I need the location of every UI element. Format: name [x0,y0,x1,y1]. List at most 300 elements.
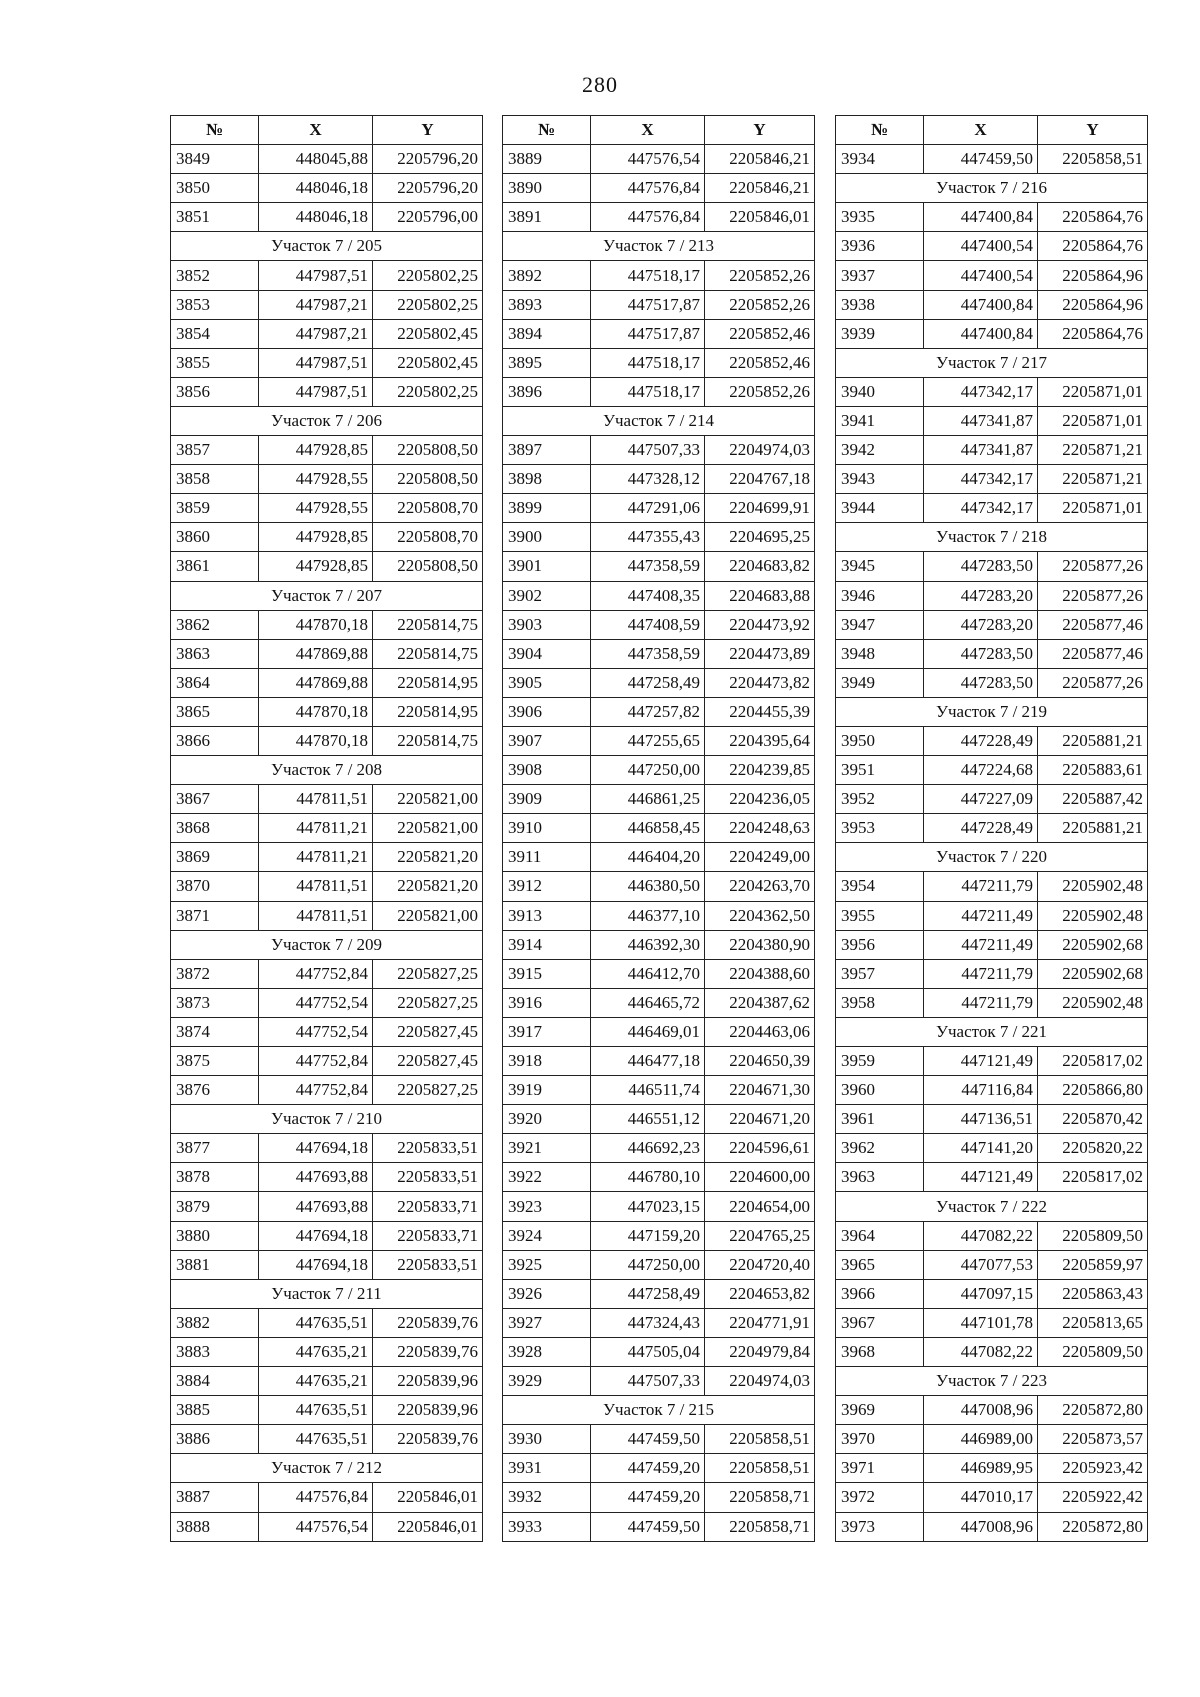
point-number: 3947 [836,610,924,639]
x-coordinate: 447258,49 [591,668,705,697]
x-coordinate: 447082,22 [924,1337,1038,1366]
point-number: 3905 [503,668,591,697]
y-coordinate: 2205839,76 [373,1308,483,1337]
y-coordinate: 2205808,70 [373,494,483,523]
y-coordinate: 2205827,25 [373,1076,483,1105]
y-coordinate: 2205852,26 [705,261,815,290]
x-coordinate: 447752,54 [259,1017,373,1046]
y-coordinate: 2204695,25 [705,523,815,552]
x-coordinate: 447328,12 [591,465,705,494]
y-coordinate: 2205871,01 [1038,406,1148,435]
y-coordinate: 2205866,80 [1038,1076,1148,1105]
x-coordinate: 447459,50 [591,1512,705,1541]
table-row [503,174,815,203]
table-row [171,1163,483,1192]
x-coordinate: 447211,49 [924,930,1038,959]
point-number: 3886 [171,1425,259,1454]
point-number: 3968 [836,1337,924,1366]
y-coordinate: 2205864,76 [1038,203,1148,232]
y-coordinate: 2205858,51 [1038,145,1148,174]
y-coordinate: 2205864,76 [1038,232,1148,261]
point-number: 3914 [503,930,591,959]
x-coordinate: 447635,21 [259,1367,373,1396]
table-row [171,1512,483,1541]
table-row [171,697,483,726]
table-row [836,581,1148,610]
header-number: № [836,116,924,145]
y-coordinate: 2204654,00 [705,1192,815,1221]
y-coordinate: 2205846,21 [705,145,815,174]
point-number: 3869 [171,843,259,872]
point-number: 3881 [171,1250,259,1279]
table-row [836,1163,1148,1192]
x-coordinate: 447752,84 [259,1076,373,1105]
point-number: 3941 [836,406,924,435]
point-number: 3955 [836,901,924,930]
y-coordinate: 2205809,50 [1038,1221,1148,1250]
y-coordinate: 2204767,18 [705,465,815,494]
x-coordinate: 447987,51 [259,348,373,377]
table-row [503,203,815,232]
table-row [503,1105,815,1134]
x-coordinate: 447811,51 [259,785,373,814]
table-row [836,785,1148,814]
x-coordinate: 447987,21 [259,319,373,348]
y-coordinate: 2205839,76 [373,1337,483,1366]
x-coordinate: 447283,50 [924,639,1038,668]
y-coordinate: 2205864,96 [1038,261,1148,290]
table-row [836,1279,1148,1308]
plot-heading: Участок 7 / 214 [503,406,815,435]
point-number: 3866 [171,726,259,755]
point-number: 3932 [503,1483,591,1512]
section-row [836,697,1148,726]
y-coordinate: 2205846,21 [705,174,815,203]
point-number: 3933 [503,1512,591,1541]
table-row [503,1308,815,1337]
table-row [171,1367,483,1396]
y-coordinate: 2205814,95 [373,697,483,726]
table-row [836,319,1148,348]
y-coordinate: 2204671,30 [705,1076,815,1105]
x-coordinate: 447869,88 [259,639,373,668]
y-coordinate: 2204720,40 [705,1250,815,1279]
table-row [503,1483,815,1512]
table-row [503,581,815,610]
point-number: 3889 [503,145,591,174]
table-row [503,785,815,814]
point-number: 3910 [503,814,591,843]
x-coordinate: 447010,17 [924,1483,1038,1512]
y-coordinate: 2205808,50 [373,552,483,581]
table-row [503,494,815,523]
point-number: 3969 [836,1396,924,1425]
point-number: 3860 [171,523,259,552]
point-number: 3906 [503,697,591,726]
table-row [836,1250,1148,1279]
y-coordinate: 2205814,95 [373,668,483,697]
x-coordinate: 447507,33 [591,436,705,465]
x-coordinate: 447136,51 [924,1105,1038,1134]
table-row [503,377,815,406]
point-number: 3904 [503,639,591,668]
point-number: 3877 [171,1134,259,1163]
point-number: 3920 [503,1105,591,1134]
point-number: 3882 [171,1308,259,1337]
point-number: 3951 [836,756,924,785]
plot-heading: Участок 7 / 216 [836,174,1148,203]
y-coordinate: 2205852,26 [705,377,815,406]
y-coordinate: 2205863,43 [1038,1279,1148,1308]
plot-heading: Участок 7 / 210 [171,1105,483,1134]
x-coordinate: 447693,88 [259,1163,373,1192]
table-row [503,872,815,901]
point-number: 3912 [503,872,591,901]
y-coordinate: 2205833,71 [373,1192,483,1221]
x-coordinate: 447141,20 [924,1134,1038,1163]
table-row [171,1308,483,1337]
section-row [836,348,1148,377]
x-coordinate: 447811,51 [259,872,373,901]
y-coordinate: 2205846,01 [373,1512,483,1541]
point-number: 3852 [171,261,259,290]
plot-heading: Участок 7 / 217 [836,348,1148,377]
table-row [836,1308,1148,1337]
plot-heading: Участок 7 / 207 [171,581,483,610]
point-number: 3878 [171,1163,259,1192]
y-coordinate: 2205802,25 [373,290,483,319]
header-number: № [171,116,259,145]
x-coordinate: 447635,51 [259,1425,373,1454]
table-row [171,436,483,465]
point-number: 3939 [836,319,924,348]
point-number: 3946 [836,581,924,610]
section-row [836,1017,1148,1046]
table-row [503,1367,815,1396]
point-number: 3855 [171,348,259,377]
point-number: 3873 [171,988,259,1017]
y-coordinate: 2205902,68 [1038,959,1148,988]
y-coordinate: 2204683,88 [705,581,815,610]
x-coordinate: 447283,50 [924,668,1038,697]
y-coordinate: 2205821,00 [373,785,483,814]
table-row [836,988,1148,1017]
table-row [171,959,483,988]
x-coordinate: 447928,55 [259,465,373,494]
point-number: 3924 [503,1221,591,1250]
table-row [836,1512,1148,1541]
point-number: 3896 [503,377,591,406]
table-row [171,203,483,232]
table-row [503,1047,815,1076]
y-coordinate: 2205817,02 [1038,1163,1148,1192]
header-y: Y [373,116,483,145]
table-row [836,1337,1148,1366]
table-row [836,1454,1148,1483]
table-row [503,261,815,290]
x-coordinate: 447517,87 [591,319,705,348]
plot-heading: Участок 7 / 223 [836,1367,1148,1396]
point-number: 3953 [836,814,924,843]
table-row [836,1047,1148,1076]
y-coordinate: 2204387,62 [705,988,815,1017]
point-number: 3956 [836,930,924,959]
y-coordinate: 2204249,00 [705,843,815,872]
x-coordinate: 448045,88 [259,145,373,174]
y-coordinate: 2204683,82 [705,552,815,581]
point-number: 3872 [171,959,259,988]
table-row [171,1483,483,1512]
y-coordinate: 2205877,46 [1038,610,1148,639]
x-coordinate: 447928,85 [259,552,373,581]
point-number: 3861 [171,552,259,581]
point-number: 3901 [503,552,591,581]
y-coordinate: 2205871,21 [1038,436,1148,465]
section-row [503,232,815,261]
x-coordinate: 447505,04 [591,1337,705,1366]
x-coordinate: 447082,22 [924,1221,1038,1250]
table-row [503,988,815,1017]
table-row [503,668,815,697]
x-coordinate: 447341,87 [924,406,1038,435]
table-row [171,1134,483,1163]
y-coordinate: 2204650,39 [705,1047,815,1076]
y-coordinate: 2204263,70 [705,872,815,901]
point-number: 3895 [503,348,591,377]
point-number: 3864 [171,668,259,697]
x-coordinate: 446392,30 [591,930,705,959]
point-number: 3949 [836,668,924,697]
point-number: 3973 [836,1512,924,1541]
x-coordinate: 447459,50 [591,1425,705,1454]
y-coordinate: 2205808,50 [373,465,483,494]
x-coordinate: 447211,79 [924,959,1038,988]
table-row [836,756,1148,785]
table-row [836,1134,1148,1163]
point-number: 3913 [503,901,591,930]
y-coordinate: 2204653,82 [705,1279,815,1308]
table-row [171,901,483,930]
table-row [503,1250,815,1279]
x-coordinate: 447228,49 [924,726,1038,755]
x-coordinate: 447355,43 [591,523,705,552]
table-row [171,319,483,348]
y-coordinate: 2205821,20 [373,872,483,901]
coordinate-table-3 [835,115,1148,1542]
x-coordinate: 447811,21 [259,843,373,872]
y-coordinate: 2204596,61 [705,1134,815,1163]
plot-heading: Участок 7 / 205 [171,232,483,261]
table-row [836,203,1148,232]
point-number: 3892 [503,261,591,290]
point-number: 3894 [503,319,591,348]
table-row [503,319,815,348]
y-coordinate: 2204765,25 [705,1221,815,1250]
point-number: 3898 [503,465,591,494]
table-row [836,959,1148,988]
table-row [836,552,1148,581]
x-coordinate: 447987,51 [259,261,373,290]
x-coordinate: 446380,50 [591,872,705,901]
point-number: 3868 [171,814,259,843]
x-coordinate: 447459,20 [591,1483,705,1512]
plot-heading: Участок 7 / 213 [503,232,815,261]
table-row [171,465,483,494]
y-coordinate: 2205802,25 [373,261,483,290]
point-number: 3963 [836,1163,924,1192]
plot-heading: Участок 7 / 222 [836,1192,1148,1221]
y-coordinate: 2205833,71 [373,1221,483,1250]
section-row [503,406,815,435]
point-number: 3972 [836,1483,924,1512]
table-row [171,494,483,523]
x-coordinate: 447211,49 [924,901,1038,930]
table-row [836,290,1148,319]
x-coordinate: 447224,68 [924,756,1038,785]
table-row [503,348,815,377]
x-coordinate: 447811,51 [259,901,373,930]
table-row [836,1105,1148,1134]
point-number: 3959 [836,1047,924,1076]
point-number: 3887 [171,1483,259,1512]
y-coordinate: 2205796,20 [373,174,483,203]
y-coordinate: 2204974,03 [705,1367,815,1396]
table-row [503,1017,815,1046]
x-coordinate: 447211,79 [924,872,1038,901]
y-coordinate: 2205871,01 [1038,494,1148,523]
table-row [503,843,815,872]
y-coordinate: 2204362,50 [705,901,815,930]
y-coordinate: 2204395,64 [705,726,815,755]
y-coordinate: 2204380,90 [705,930,815,959]
y-coordinate: 2205802,25 [373,377,483,406]
x-coordinate: 447101,78 [924,1308,1038,1337]
table-row [836,901,1148,930]
y-coordinate: 2205852,26 [705,290,815,319]
section-row [836,523,1148,552]
table-row [171,1396,483,1425]
plot-heading: Участок 7 / 206 [171,406,483,435]
x-coordinate: 447693,88 [259,1192,373,1221]
point-number: 3849 [171,145,259,174]
point-number: 3911 [503,843,591,872]
section-row [171,1105,483,1134]
table-row [503,552,815,581]
x-coordinate: 447752,84 [259,1047,373,1076]
x-coordinate: 447008,96 [924,1512,1038,1541]
x-coordinate: 447342,17 [924,465,1038,494]
x-coordinate: 447870,18 [259,697,373,726]
table-row [503,436,815,465]
table-row [503,1337,815,1366]
point-number: 3867 [171,785,259,814]
table-row [836,639,1148,668]
point-number: 3870 [171,872,259,901]
point-number: 3854 [171,319,259,348]
y-coordinate: 2204699,91 [705,494,815,523]
table-row [171,1425,483,1454]
y-coordinate: 2205873,57 [1038,1425,1148,1454]
y-coordinate: 2205902,48 [1038,988,1148,1017]
y-coordinate: 2204671,20 [705,1105,815,1134]
y-coordinate: 2205808,50 [373,436,483,465]
x-coordinate: 447283,50 [924,552,1038,581]
x-coordinate: 447694,18 [259,1134,373,1163]
x-coordinate: 447694,18 [259,1250,373,1279]
table-row [503,814,815,843]
y-coordinate: 2205887,42 [1038,785,1148,814]
x-coordinate: 447694,18 [259,1221,373,1250]
y-coordinate: 2205881,21 [1038,726,1148,755]
table-row [171,843,483,872]
point-number: 3930 [503,1425,591,1454]
x-coordinate: 447870,18 [259,726,373,755]
y-coordinate: 2205858,71 [705,1512,815,1541]
x-coordinate: 447342,17 [924,494,1038,523]
y-coordinate: 2205814,75 [373,639,483,668]
x-coordinate: 447752,54 [259,988,373,1017]
point-number: 3850 [171,174,259,203]
point-number: 3971 [836,1454,924,1483]
y-coordinate: 2205872,80 [1038,1396,1148,1425]
point-number: 3899 [503,494,591,523]
table-row [171,1337,483,1366]
point-number: 3958 [836,988,924,1017]
x-coordinate: 447211,79 [924,988,1038,1017]
table-row [836,406,1148,435]
y-coordinate: 2204473,82 [705,668,815,697]
x-coordinate: 447250,00 [591,1250,705,1279]
table-row [836,1221,1148,1250]
table-row [171,261,483,290]
y-coordinate: 2205833,51 [373,1250,483,1279]
y-coordinate: 2205827,25 [373,988,483,1017]
x-coordinate: 447250,00 [591,756,705,785]
table-row [836,145,1148,174]
table-row [171,1221,483,1250]
x-coordinate: 447576,84 [259,1483,373,1512]
y-coordinate: 2205802,45 [373,319,483,348]
point-number: 3883 [171,1337,259,1366]
y-coordinate: 2204974,03 [705,436,815,465]
x-coordinate: 447121,49 [924,1047,1038,1076]
x-coordinate: 447928,55 [259,494,373,523]
table-row [503,1192,815,1221]
x-coordinate: 447283,20 [924,610,1038,639]
point-number: 3884 [171,1367,259,1396]
point-number: 3888 [171,1512,259,1541]
point-number: 3879 [171,1192,259,1221]
table-row [836,668,1148,697]
y-coordinate: 2204600,00 [705,1163,815,1192]
x-coordinate: 447342,17 [924,377,1038,406]
table-row [171,814,483,843]
table-row [836,1076,1148,1105]
table-row [171,726,483,755]
point-number: 3964 [836,1221,924,1250]
x-coordinate: 447400,54 [924,261,1038,290]
table-row [171,145,483,174]
header-x: X [924,116,1038,145]
y-coordinate: 2205859,97 [1038,1250,1148,1279]
x-coordinate: 447576,84 [591,203,705,232]
table-row [171,639,483,668]
point-number: 3863 [171,639,259,668]
y-coordinate: 2205922,42 [1038,1483,1148,1512]
point-number: 3936 [836,232,924,261]
point-number: 3966 [836,1279,924,1308]
y-coordinate: 2205808,70 [373,523,483,552]
